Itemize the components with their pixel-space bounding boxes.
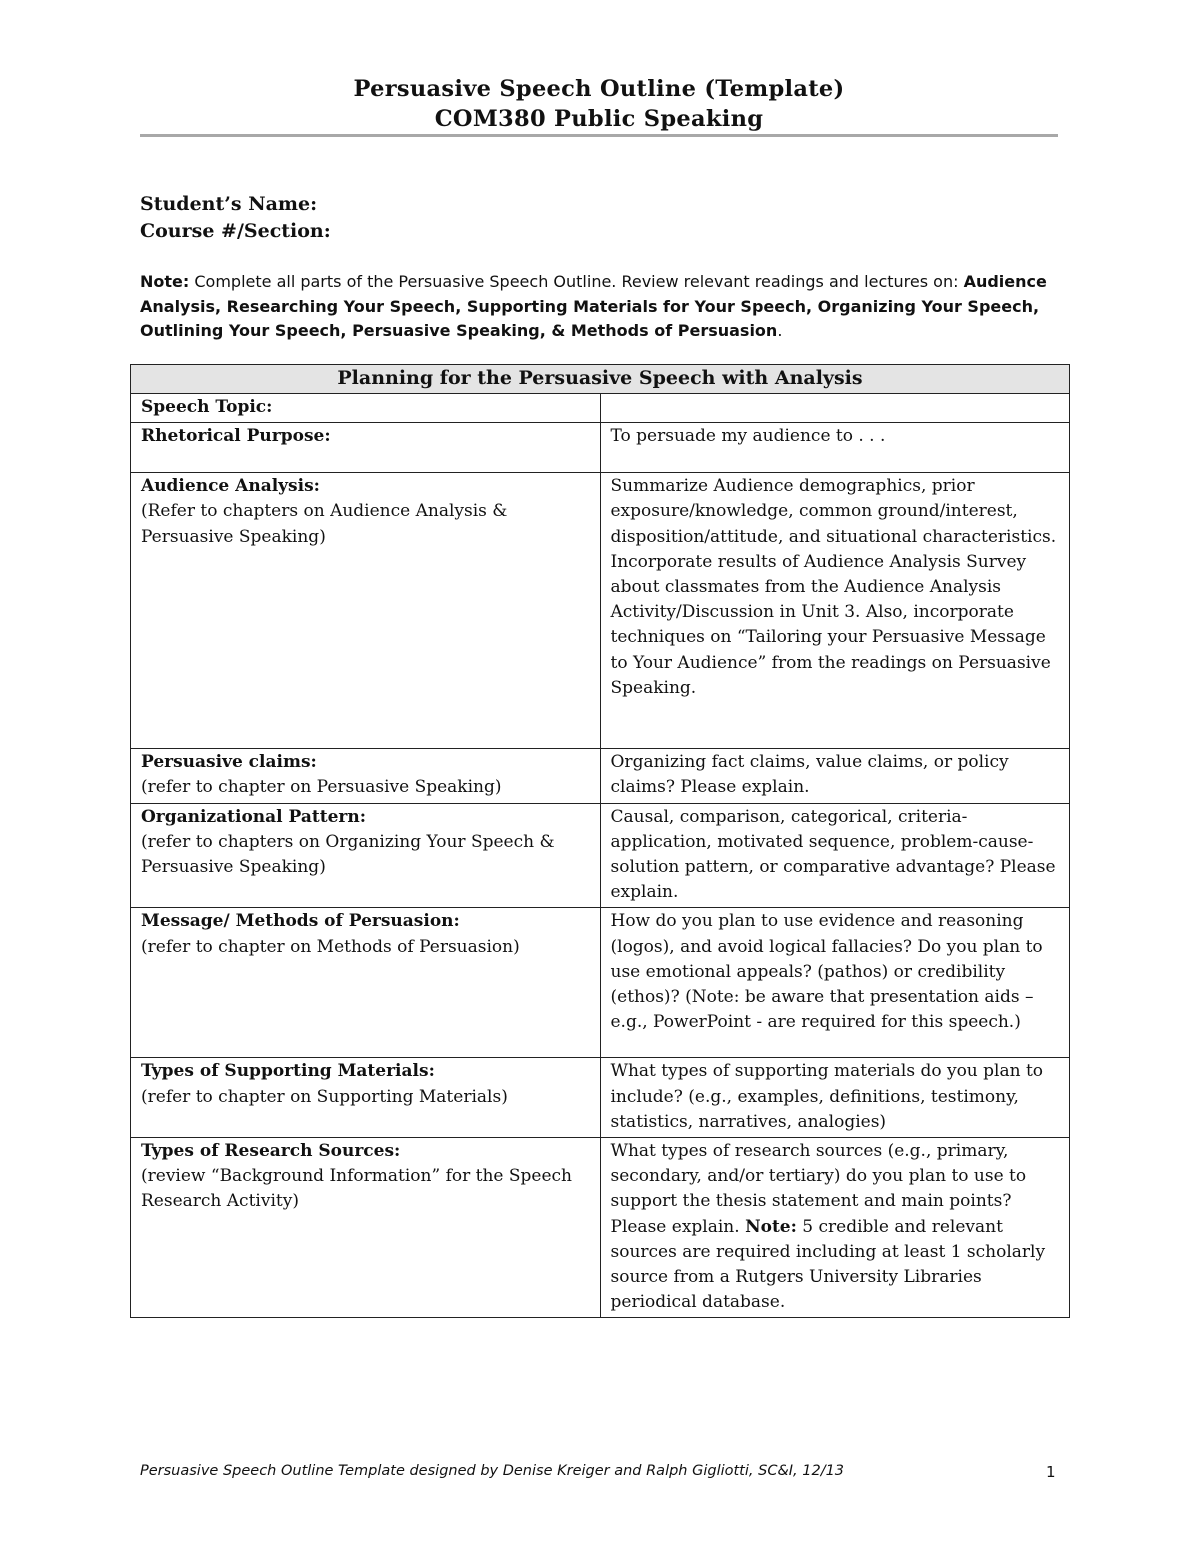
note-label: Note: xyxy=(140,272,190,291)
row-content xyxy=(611,1139,1060,1315)
student-info xyxy=(140,191,331,245)
row-label-cell xyxy=(131,749,601,803)
instruction-note xyxy=(140,270,1070,344)
row-content: How do you plan to use evidence and reasoning (logos), and avoid logical fallacies? Do you plan to use emotional appeals? (pathos) or credibility (ethos)? (Note: be aware that presentation aids – e.g., PowerPoint - are required for this speech.) xyxy=(610,911,1043,1033)
row-hint: (refer to chapter on Supporting Materials) xyxy=(141,1086,508,1107)
row-content-text: What types of research sources (e.g., primary, secondary, and/or tertiary) do you plan to use to support the thesis statement and main points? Please explain. xyxy=(610,1141,1027,1237)
table-heading-row xyxy=(131,365,1070,394)
row-content-cell[interactable] xyxy=(600,749,1070,803)
row-content-cell[interactable] xyxy=(600,1138,1070,1318)
document-subtitle: COM380 Public Speaking xyxy=(434,106,764,132)
note-end: . xyxy=(777,321,783,340)
row-label-cell xyxy=(131,803,601,908)
row-content: To persuade my audience to . . . xyxy=(610,426,886,447)
row-label: Rhetorical Purpose: xyxy=(141,426,331,447)
page-number: 1 xyxy=(1046,1463,1056,1481)
row-content-cell[interactable] xyxy=(600,803,1070,908)
table-row xyxy=(131,473,1070,749)
row-label-cell xyxy=(131,1138,601,1318)
row-label: Persuasive claims: xyxy=(141,752,317,773)
note-topics: Audience Analysis, Researching Your Speech, Supporting Materials for Your Speech, Organizing Your Speech, Outlining Your Speech, Persuasive Speaking, & Methods of Persuasion xyxy=(140,272,1047,340)
row-content-cell[interactable] xyxy=(600,473,1070,749)
row-content-after: 5 credible and relevant sources are required including at least 1 scholarly source from a Rutgers University Libraries periodical database. xyxy=(610,1216,1046,1313)
table-row xyxy=(131,394,1070,423)
row-hint: (refer to chapters on Organizing Your Speech & Persuasive Speaking) xyxy=(141,831,555,878)
row-label-cell xyxy=(131,394,601,423)
row-hint: (refer to chapter on Methods of Persuasion) xyxy=(141,936,520,957)
course-section-label: Course #/Section: xyxy=(140,220,331,242)
table-row xyxy=(131,803,1070,908)
row-content: What types of supporting materials do you plan to include? (e.g., examples, definitions, testimony, statistics, narratives, analogies) xyxy=(610,1061,1044,1132)
row-hint: (refer to chapter on Persuasive Speaking) xyxy=(141,777,502,798)
row-content: Organizing fact claims, value claims, or policy claims? Please explain. xyxy=(610,752,1009,798)
document-title-block xyxy=(140,74,1058,134)
note-text: Complete all parts of the Persuasive Speech Outline. Review relevant readings and lectures on: xyxy=(189,272,959,291)
planning-table xyxy=(130,364,1070,1318)
row-label: Speech Topic: xyxy=(141,397,273,417)
row-label: Types of Supporting Materials: xyxy=(141,1061,435,1082)
row-content: Summarize Audience demographics, prior exposure/knowledge, common ground/interest, disposition/attitude, and situational characteristics. Incorporate results of Audience Analysis Survey about classmates from the Audience Analysis Activity/Discussion in Unit 3. Also, incorporate techniques on “Tailoring your Persuasive Message to Your Audience” from the readings on Persuasive Speaking. xyxy=(610,476,1057,698)
footer-credit: Persuasive Speech Outline Template designed by Denise Kreiger and Ralph Gigliotti, SC&I, 12/13 xyxy=(140,1463,845,1479)
table-row xyxy=(131,423,1070,473)
table-row xyxy=(131,1138,1070,1318)
table-row xyxy=(131,908,1070,1058)
table-heading: Planning for the Persuasive Speech with Analysis xyxy=(131,365,1070,394)
row-content-bold: Note: xyxy=(745,1216,797,1237)
table-row xyxy=(131,1058,1070,1138)
title-divider xyxy=(140,134,1058,137)
row-content-cell[interactable] xyxy=(600,394,1070,423)
row-content-cell[interactable] xyxy=(600,908,1070,1058)
row-content: Causal, comparison, categorical, criteria-application, motivated sequence, problem-cause-solution pattern, or comparative advantage? Please explain. xyxy=(610,806,1056,903)
row-hint: (Refer to chapters on Audience Analysis & Persuasive Speaking) xyxy=(141,501,508,547)
row-label-cell xyxy=(131,1058,601,1138)
row-label: Audience Analysis: xyxy=(141,476,320,497)
row-label: Types of Research Sources: xyxy=(141,1141,401,1162)
row-label-cell xyxy=(131,473,601,749)
row-hint: (review “Background Information” for the Speech Research Activity) xyxy=(141,1166,572,1212)
row-content-cell[interactable] xyxy=(600,423,1070,473)
row-content-cell[interactable] xyxy=(600,1058,1070,1138)
student-name-label: Student’s Name: xyxy=(140,193,318,215)
row-label: Message/ Methods of Persuasion: xyxy=(141,911,460,932)
table-row xyxy=(131,749,1070,803)
document-title: Persuasive Speech Outline (Template) xyxy=(353,76,845,102)
row-label-cell xyxy=(131,908,601,1058)
row-label: Organizational Pattern: xyxy=(141,806,367,827)
row-label-cell xyxy=(131,423,601,473)
